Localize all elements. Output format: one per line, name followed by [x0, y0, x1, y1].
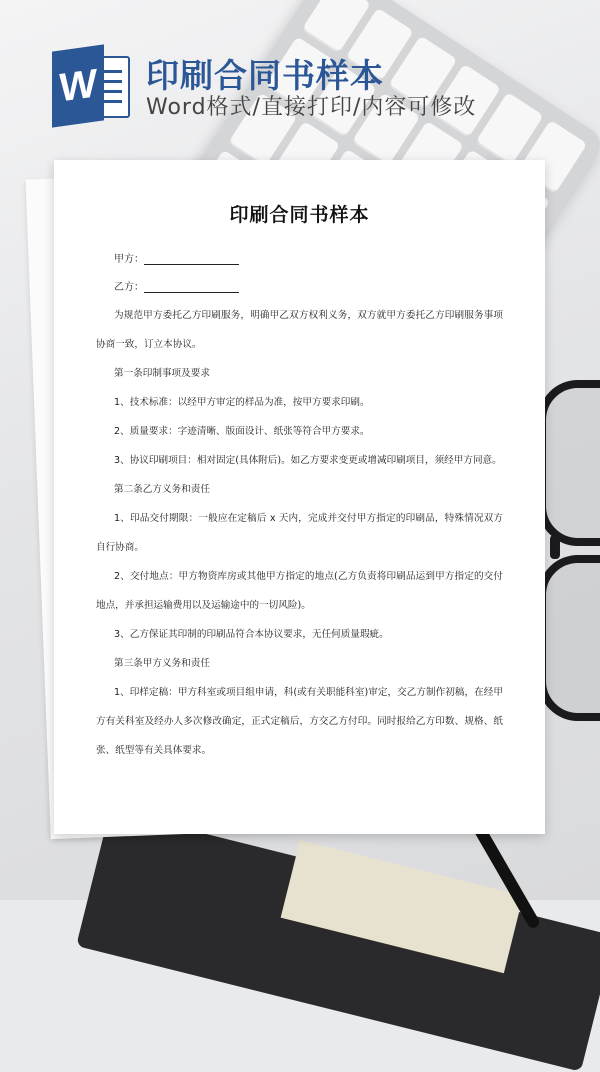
party-a-field [96, 249, 503, 265]
word-logo-letter: W [52, 44, 104, 127]
party-a-blank [144, 253, 239, 265]
clause-paragraph: 2、质量要求：字迹清晰、版面设计、纸张等符合甲方要求。 [114, 426, 370, 437]
clause-paragraph: 3、乙方保证其印制的印刷品符合本协议要求，无任何质量瑕疵。 [114, 629, 389, 640]
document-body [96, 301, 503, 765]
clause-paragraph: 1、技术标准：以经甲方审定的样品为准，按甲方要求印刷。 [114, 397, 370, 408]
word-icon [52, 48, 136, 124]
document-page [54, 160, 545, 834]
party-b-blank [144, 281, 239, 293]
party-b-field [96, 277, 503, 293]
clause-paragraph: 1、印品交付期限：一般应在定稿后 x 天内，完成并交付甲方指定的印刷品，特殊情况双方自行协商。 [96, 513, 503, 553]
section-heading: 第三条甲方义务和责任 [114, 658, 210, 669]
clause-paragraph: 3、协议印刷项目：相对固定(具体附后)。如乙方要求变更或增减印刷项目，须经甲方同意。 [114, 455, 502, 466]
clause-paragraph: 2、交付地点：甲方物资库房或其他甲方指定的地点(乙方负责将印刷品运到甲方指定的交付地点，并承担运输费用以及运输途中的一切风险)。 [96, 571, 503, 611]
section-heading: 第一条印制事项及要求 [114, 368, 210, 379]
party-a-label: 甲方： [114, 254, 144, 265]
document-title: 印刷合同书样本 [229, 204, 370, 226]
section-heading: 第二条乙方义务和责任 [114, 484, 210, 495]
party-b-label: 乙方： [114, 282, 144, 293]
header-title: 印刷合同书样本 [146, 56, 384, 95]
intro-paragraph: 为规范甲方委托乙方印刷服务，明确甲乙双方权利义务，双方就甲方委托乙方印刷服务事项协商一致，订立本协议。 [96, 310, 503, 350]
clause-paragraph: 1、印样定稿：甲方科室或项目组申请，科(或有关职能科室)审定，交乙方制作初稿，在经甲方有关科室及经办人多次修改确定，正式定稿后，方交乙方付印。同时报给乙方印数、规格、纸张、纸型等有关具体要求。 [96, 687, 503, 756]
header-subtitle: Word格式/直接打印/内容可修改 [146, 95, 477, 120]
